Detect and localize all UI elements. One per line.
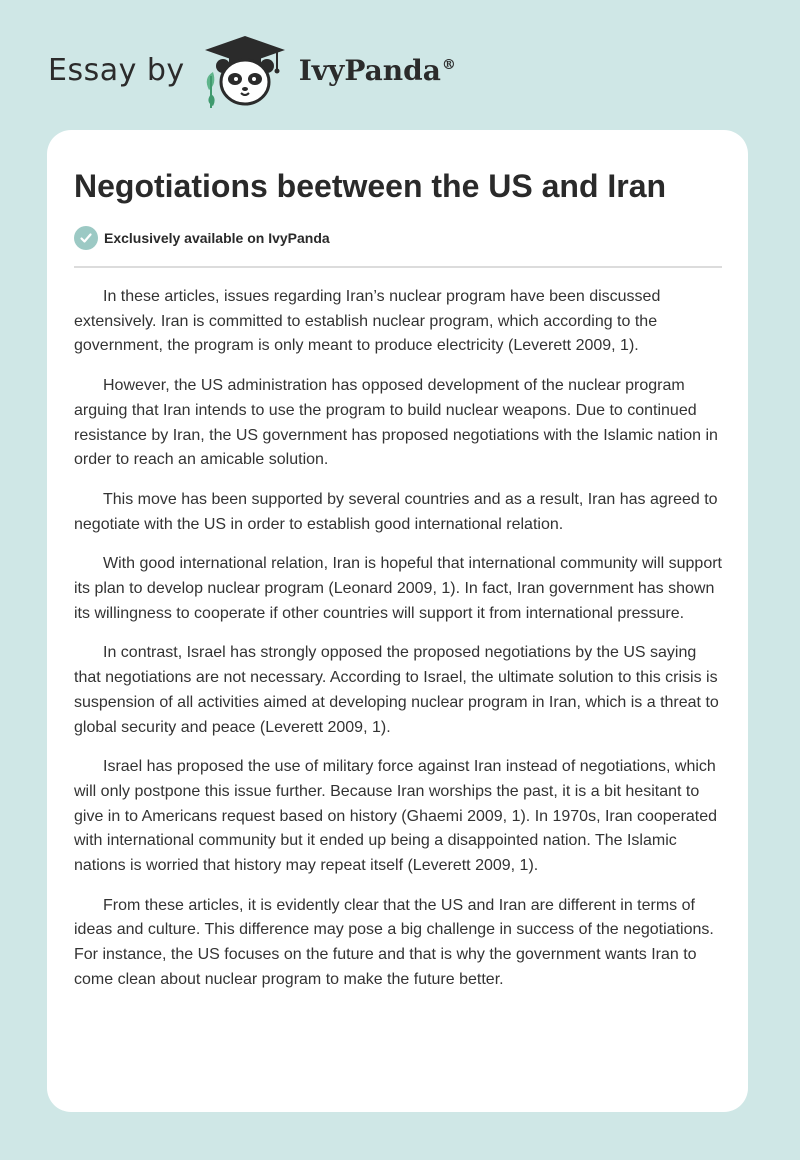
exclusive-badge <box>74 224 722 252</box>
paragraph: However, the US administration has opposed development of the nuclear program arguing that Iran intends to use the program to build nuclear weapons. Due to continued resistance by Iran, the US government has proposed negotiations with the Islamic nation in order to reach an amicable solution. <box>74 377 718 469</box>
brand-prefix: Essay by <box>48 52 185 88</box>
page-title: Negotiations beetween the US and Iran <box>74 168 667 204</box>
exclusive-label: Exclusively available on IvyPanda <box>104 230 330 246</box>
paragraph: In these articles, issues regarding Iran’s nuclear program have been discussed extensively. Iran is committed to establish nuclear program, which according to the government, the program is only meant to produce electricity (Leverett 2009, 1). <box>74 288 661 355</box>
panda-mascot-icon <box>199 30 291 110</box>
paragraph: This move has been supported by several countries and as a result, Iran has agreed to negotiate with the US in order to establish good international relation. <box>74 490 718 533</box>
paragraph: In contrast, Israel has strongly opposed the proposed negotiations by the US saying that negotiations are not necessary. According to Israel, the ultimate solution to this crisis is suspension of all activities aimed at developing nuclear program in Iran, which is a threat to global security and peace (Leverett 2009, 1). <box>74 644 719 736</box>
paragraph: From these articles, it is evidently clear that the US and Iran are different in terms of ideas and culture. This difference may pose a big challenge in success of the negotiations. For instance, the US focuses on the future and that is why the government wants Iran to come clean about nuclear program to make the future better. <box>74 896 714 988</box>
brand-logo[interactable] <box>48 30 456 110</box>
brand-name: IvyPanda® <box>298 53 456 87</box>
paragraph: With good international relation, Iran is hopeful that international community will support its plan to develop nuclear program (Leonard 2009, 1). In fact, Iran government has shown its willingness to cooperate if other countries will support it from international pressure. <box>74 555 722 622</box>
essay-card <box>47 130 748 1112</box>
paragraph: Israel has proposed the use of military force against Iran instead of negotiations, which will only postpone this issue further. Because Iran worships the past, it is a bit hesitant to give in to Americans request based on history (Ghaemi 2009, 1). In 1970s, Iran cooperated with international community but it ended up being a disappointed nation. The Islamic nations is worried that history may repeat itself (Leverett 2009, 1). <box>74 758 718 875</box>
trademark-symbol: ® <box>441 57 456 74</box>
essay-body <box>74 285 722 993</box>
checkmark-icon <box>74 226 98 250</box>
divider <box>74 266 722 268</box>
